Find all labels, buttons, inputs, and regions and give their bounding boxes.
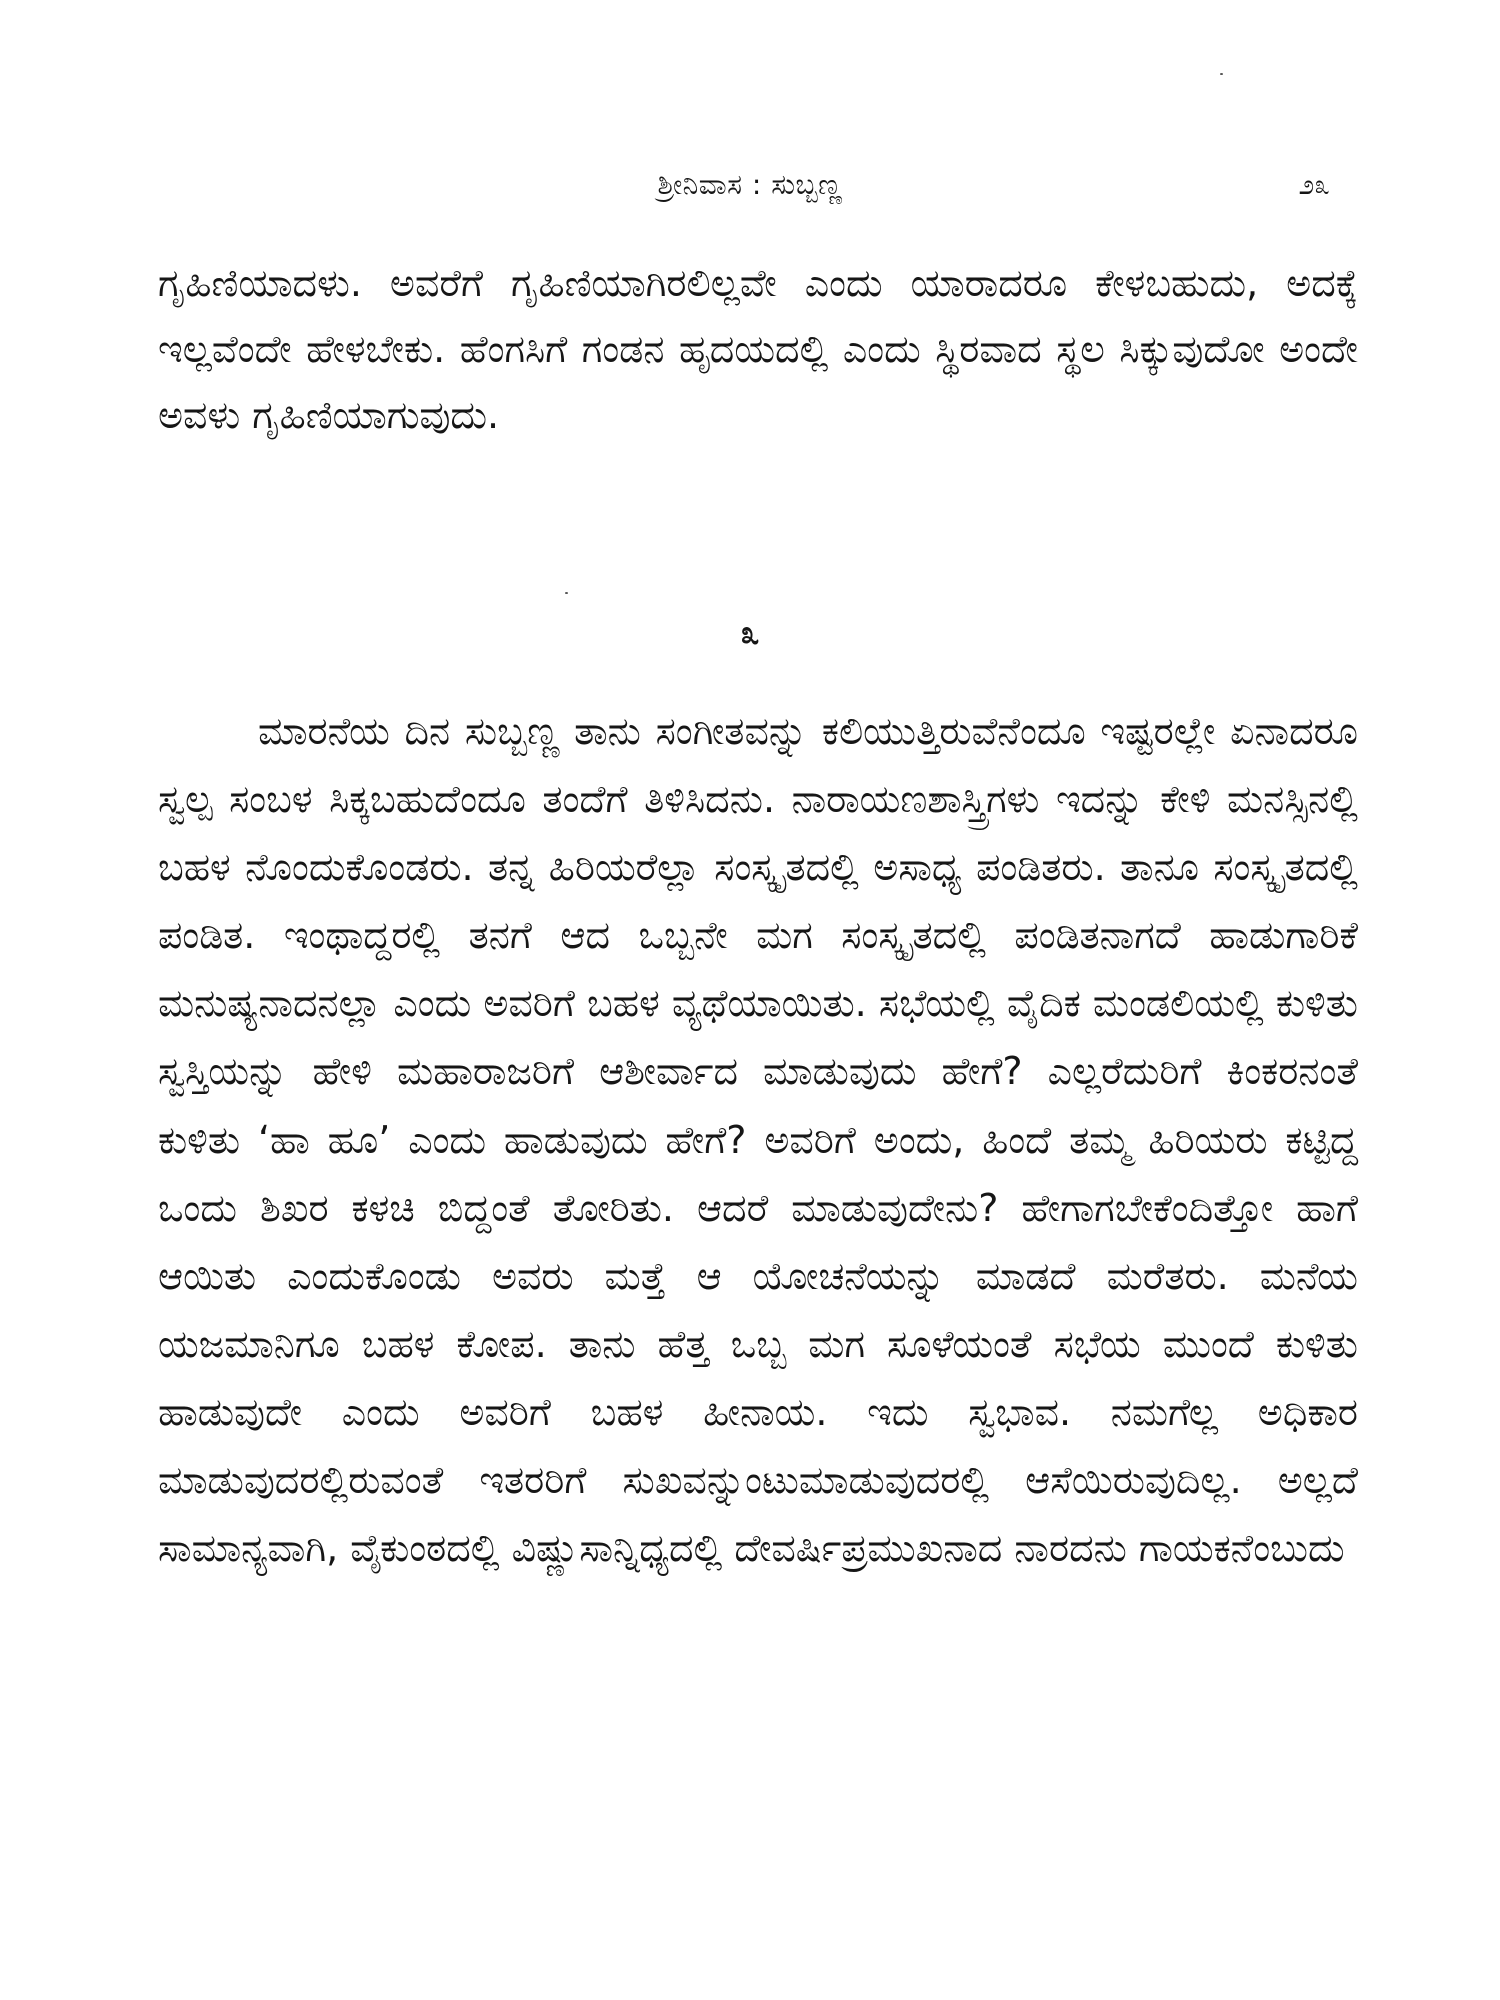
running-title: ಶ್ರೀನಿವಾಸ : ಸುಬ್ಬಣ್ಣ xyxy=(657,168,843,201)
main-paragraph: ಮಾರನೆಯ ದಿನ ಸುಬ್ಬಣ್ಣ ತಾನು ಸಂಗೀತವನ್ನು ಕಲಿಯುತ್ತಿರುವೆನೆಂದೂ ಇಷ್ಟರಲ್ಲೇ ಏನಾದರೂ ಸ್ವಲ್ಪ ಸಂಬಳ ಸಿಕ್ಕಬಹುದೆಂದೂ ತಂದೆಗೆ ತಿಳಿಸಿದನು. ನಾರಾಯಣಶಾಸ್ತ್ರಿಗಳು ಇದನ್ನು ಕೇಳಿ ಮನಸ್ಸಿನಲ್ಲಿ ಬಹಳ ನೊಂದುಕೊಂಡರು. ತನ್ನ ಹಿರಿಯರೆಲ್ಲಾ ಸಂಸ್ಕೃತದಲ್ಲಿ ಅಸಾಧ್ಯ ಪಂಡಿತರು. ತಾನೂ ಸಂಸ್ಕೃತದಲ್ಲಿ ಪಂಡಿತ. ಇಂಥಾದ್ದರಲ್ಲಿ ತನಗೆ ಆದ ಒಬ್ಬನೇ ಮಗ ಸಂಸ್ಕೃತದಲ್ಲಿ ಪಂಡಿತನಾಗದೆ ಹಾಡುಗಾರಿಕೆ ಮನುಷ್ಯನಾದನಲ್ಲಾ ಎಂದು ಅವರಿಗೆ ಬಹಳ ವ್ಯಥೆಯಾಯಿತು. ಸಭೆಯಲ್ಲಿ ವೈದಿಕ ಮಂಡಲಿಯಲ್ಲಿ ಕುಳಿತು ಸ್ವಸ್ತಿಯನ್ನು ಹೇಳಿ ಮಹಾರಾಜರಿಗೆ ಆಶೀರ್ವಾದ ಮಾಡುವುದು ಹೇಗೆ? ಎಲ್ಲರೆದುರಿಗೆ ಕಿಂಕರನಂತೆ ಕುಳಿತು ‘ಹಾ ಹೂ’ ಎಂದು ಹಾಡುವುದು ಹೇಗೆ? ಅವರಿಗೆ ಅಂದು, ಹಿಂದೆ ತಮ್ಮ ಹಿರಿಯರು ಕಟ್ಟಿದ್ದ ಒಂದು ಶಿಖರ ಕಳಚಿ ಬಿದ್ದಂತೆ ತೋರಿತು. ಆದರೆ ಮಾಡುವುದೇನು? ಹೇಗಾಗಬೇಕೆಂದಿತ್ತೋ ಹಾಗೆ ಆಯಿತು ಎಂದುಕೊಂಡು ಅವರು ಮತ್ತೆ ಆ ಯೋಚನೆಯನ್ನು ಮಾಡದೆ ಮರೆತರು. ಮನೆಯ ಯಜಮಾನಿಗೂ ಬಹಳ ಕೋಪ. ತಾನು ಹೆತ್ತ ಒಬ್ಬ ಮಗ ಸೂಳೆಯಂತೆ ಸಭೆಯ ಮುಂದೆ ಕುಳಿತು ಹಾಡುವುದೇ ಎಂದು ಅವರಿಗೆ ಬಹಳ ಹೀನಾಯ. ಇದು ಸ್ವಭಾವ. ನಮಗೆಲ್ಲ ಅಧಿಕಾರ ಮಾಡುವುದರಲ್ಲಿರುವಂತೆ ಇತರರಿಗೆ ಸುಖವನ್ನುಂಟುಮಾಡುವುದರಲ್ಲಿ ಆಸೆಯಿರುವುದಿಲ್ಲ. ಅಲ್ಲದೆ ಸಾಮಾನ್ಯವಾಗಿ, ವೈಕುಂಠದಲ್ಲಿ ವಿಷ್ಣುಸಾನ್ನಿಧ್ಯದಲ್ಲಿ ದೇವರ್ಷಿಪ್ರಮುಖನಾದ ನಾರದನು ಗಾಯಕನೆಂಬುದು xyxy=(158,709,1358,1571)
running-header xyxy=(0,160,1500,210)
page-number: ೨೩ xyxy=(1298,168,1330,201)
section-number: ೩ xyxy=(740,613,760,653)
opening-paragraph: ಗೃಹಿಣಿಯಾದಳು. ಅವರೆಗೆ ಗೃಹಿಣಿಯಾಗಿರಲಿಲ್ಲವೇ ಎಂದು ಯಾರಾದರೂ ಕೇಳಬಹುದು, ಅದಕ್ಕೆ ಇಲ್ಲವೆಂದೇ ಹೇಳಬೇಕು. ಹೆಂಗಸಿಗೆ ಗಂಡನ ಹೃದಯದಲ್ಲಿ ಎಂದು ಸ್ಥಿರವಾದ ಸ್ಥಲ ಸಿಕ್ಕುವುದೋ ಅಂದೇ ಅವಳು ಗೃಹಿಣಿಯಾಗುವುದು. xyxy=(158,261,1358,437)
print-speck xyxy=(565,592,568,594)
print-speck xyxy=(1220,73,1223,75)
